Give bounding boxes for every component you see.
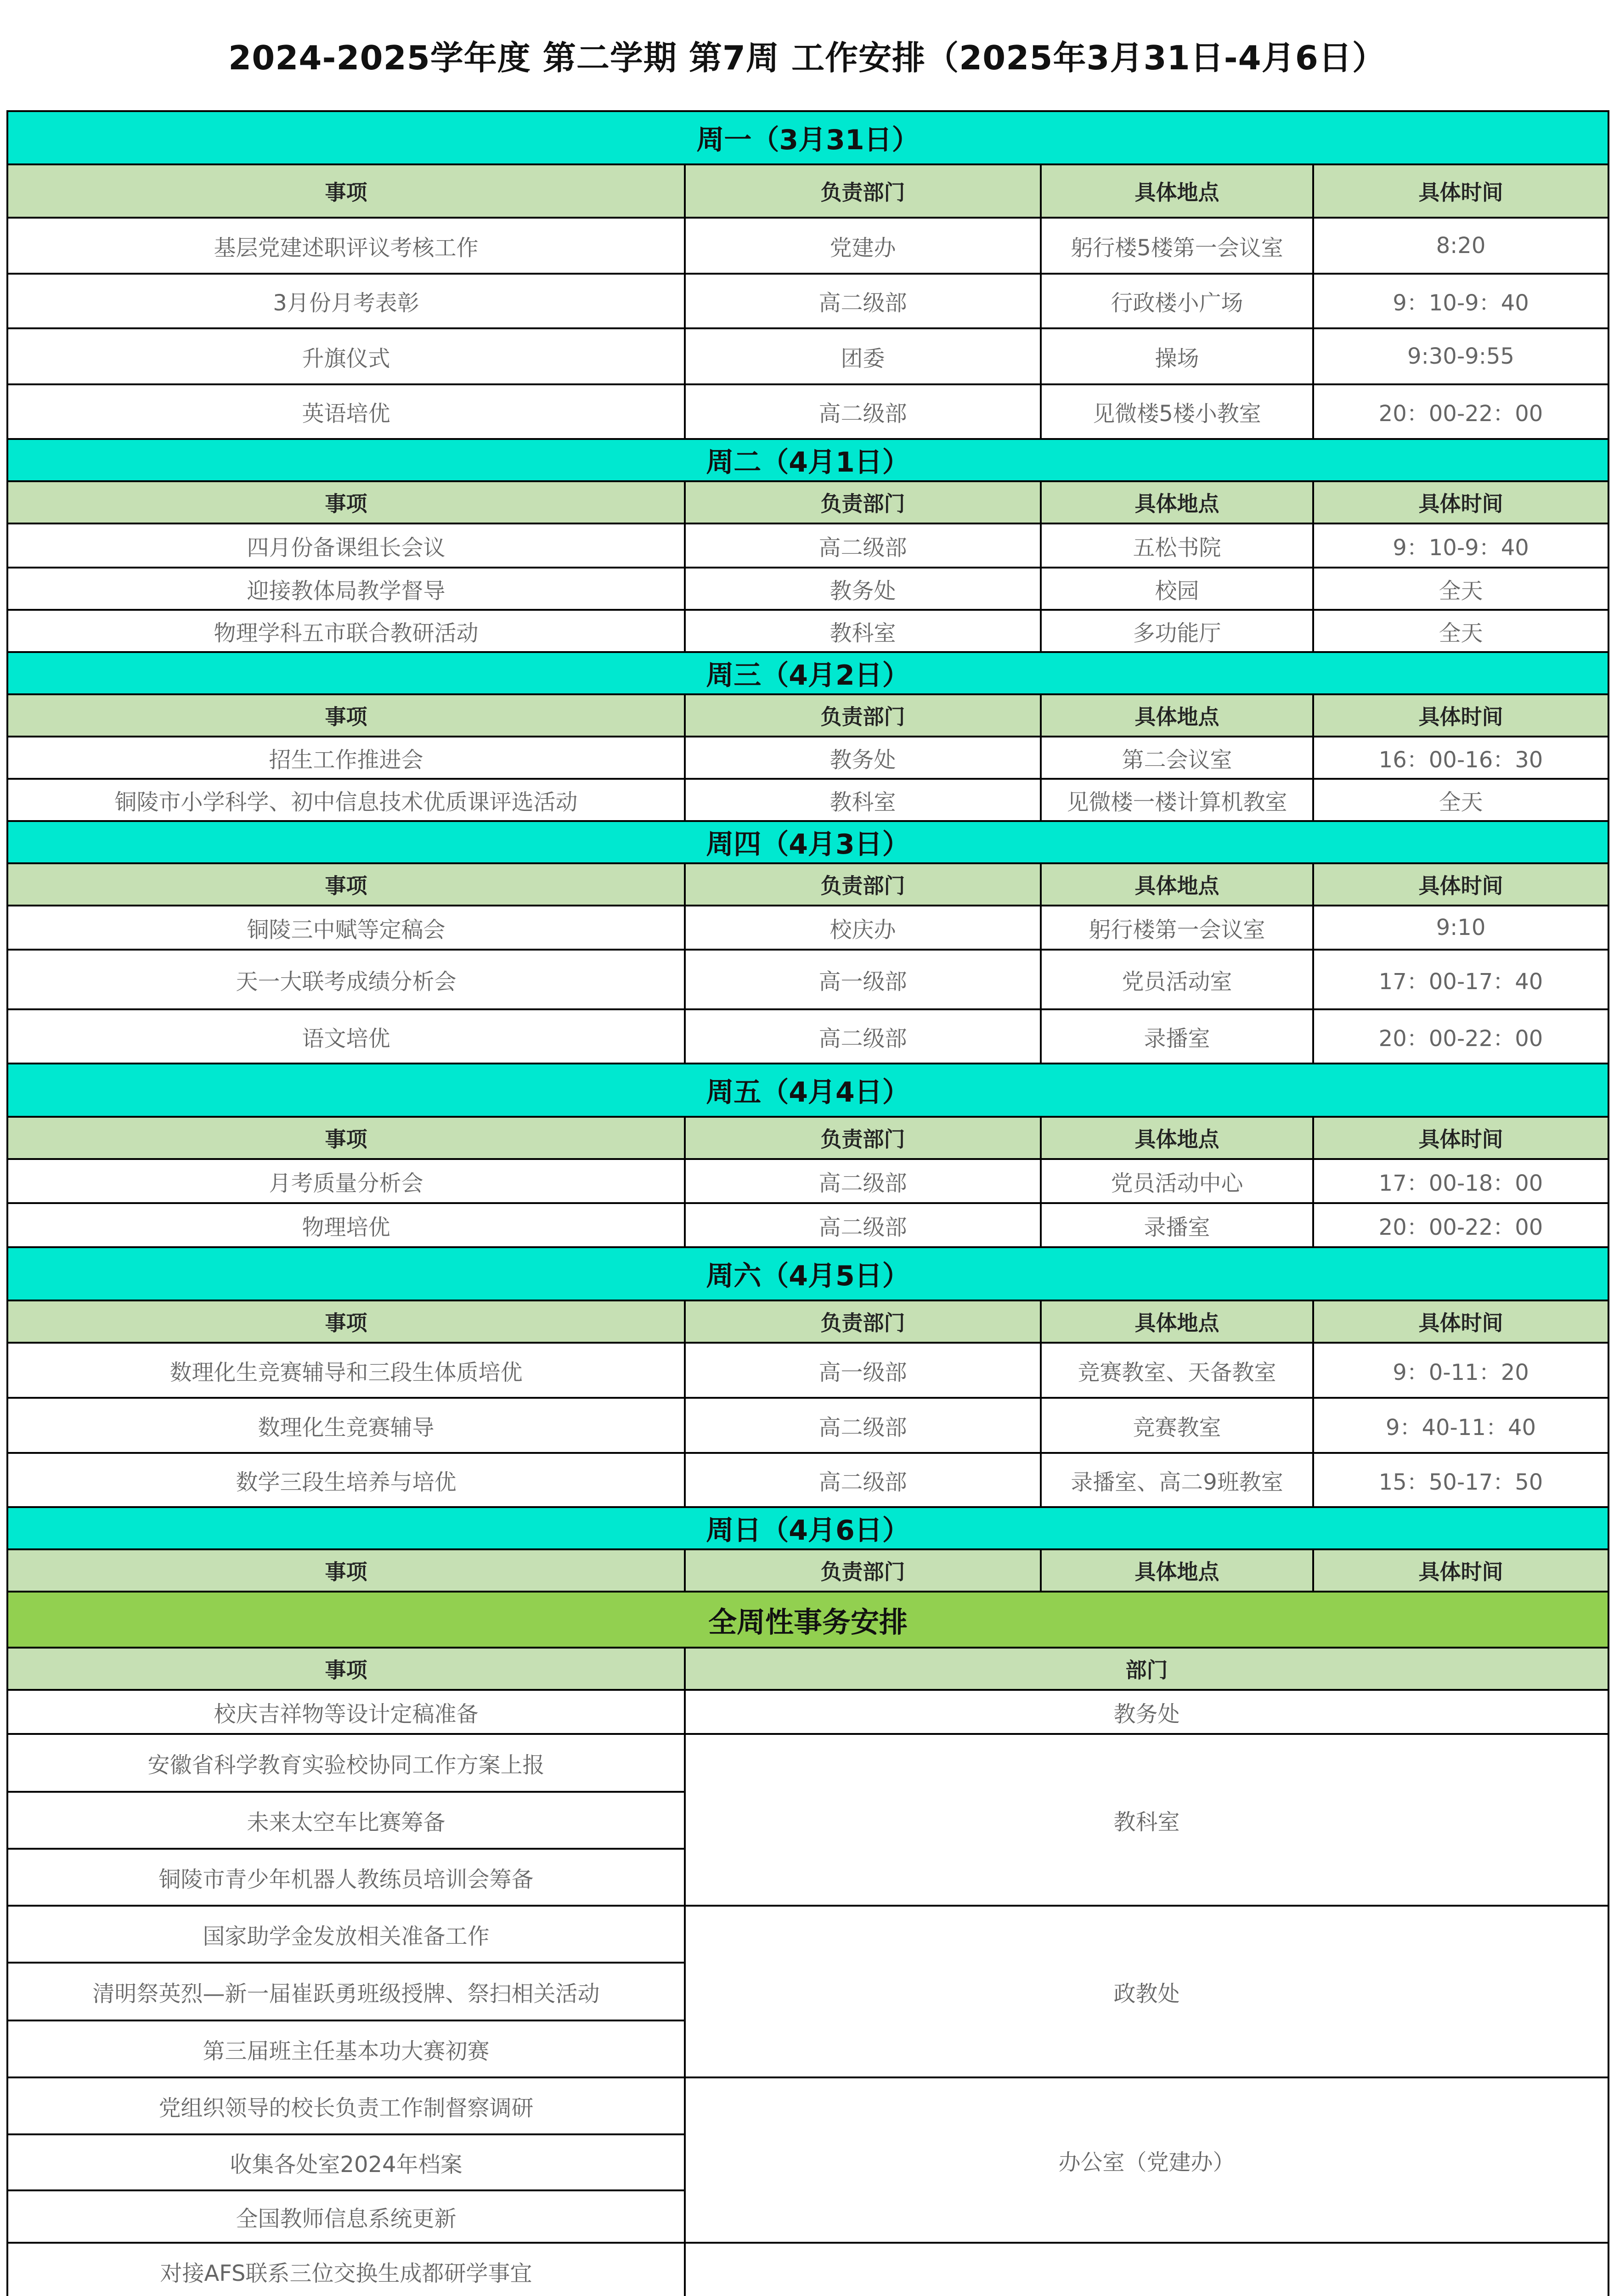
event-place: 竞赛教室 [1041, 1398, 1313, 1453]
weekly-section-row [7, 1592, 1608, 1648]
header-time: 具体时间 [1313, 481, 1608, 523]
weekly-dept: 办公室（党建办） [685, 2077, 1608, 2243]
table-row [7, 1009, 1608, 1064]
event-dept: 教务处 [685, 568, 1041, 610]
event-time: 9：40-11：40 [1313, 1398, 1608, 1453]
weekly-header-dept: 部门 [685, 1648, 1608, 1690]
event-dept: 高一级部 [685, 950, 1041, 1009]
weekly-row [7, 1906, 1608, 1963]
table-row [7, 218, 1608, 274]
header-dept: 负责部门 [685, 1549, 1041, 1592]
day-header-row [7, 1064, 1608, 1117]
page-title: 2024-2025学年度 第二学期 第7周 工作安排（2025年3月31日-4月6日） [228, 39, 1386, 77]
header-place: 具体地点 [1041, 164, 1313, 218]
column-header-row [7, 164, 1608, 218]
header-item: 事项 [7, 1117, 685, 1159]
event-dept: 高二级部 [685, 1203, 1041, 1247]
event-item: 四月份备课组长会议 [7, 523, 685, 568]
event-place: 行政楼小广场 [1041, 274, 1313, 328]
event-time: 全天 [1313, 779, 1608, 821]
column-header-row [7, 1300, 1608, 1343]
table-row [7, 384, 1608, 439]
weekly-item: 全国教师信息系统更新 [7, 2190, 685, 2243]
event-place: 五松书院 [1041, 523, 1313, 568]
header-dept: 负责部门 [685, 164, 1041, 218]
event-dept: 教务处 [685, 737, 1041, 779]
header-time: 具体时间 [1313, 1300, 1608, 1343]
event-item: 升旗仪式 [7, 328, 685, 384]
day-header-row [7, 821, 1608, 863]
event-place: 操场 [1041, 328, 1313, 384]
weekly-item: 清明祭英烈—新一届崔跃勇班级授牌、祭扫相关活动 [7, 1963, 685, 2020]
event-place: 躬行楼第一会议室 [1041, 906, 1313, 950]
header-item: 事项 [7, 164, 685, 218]
table-row [7, 1343, 1608, 1398]
header-place: 具体地点 [1041, 1300, 1313, 1343]
day-label: 周三（4月2日） [7, 652, 1608, 694]
table-row [7, 906, 1608, 950]
event-dept: 高一级部 [685, 1343, 1041, 1398]
event-item: 月考质量分析会 [7, 1159, 685, 1203]
header-place: 具体地点 [1041, 481, 1313, 523]
event-item: 天一大联考成绩分析会 [7, 950, 685, 1009]
header-place: 具体地点 [1041, 863, 1313, 906]
table-row [7, 779, 1608, 821]
header-time: 具体时间 [1313, 164, 1608, 218]
weekly-dept: 教科室 [685, 1734, 1608, 1906]
event-place: 见微楼5楼小教室 [1041, 384, 1313, 439]
day-label: 周四（4月3日） [7, 821, 1608, 863]
schedule-body [7, 111, 1608, 2296]
day-header-row [7, 439, 1608, 481]
table-row [7, 610, 1608, 652]
table-row [7, 568, 1608, 610]
day-label: 周五（4月4日） [7, 1064, 1608, 1117]
table-row [7, 1453, 1608, 1507]
header-item: 事项 [7, 1300, 685, 1343]
weekly-dept: 教务处 [685, 1690, 1608, 1734]
weekly-item: 收集各处室2024年档案 [7, 2134, 685, 2190]
header-time: 具体时间 [1313, 1549, 1608, 1592]
event-item: 3月份月考表彰 [7, 274, 685, 328]
day-header-row [7, 1507, 1608, 1549]
weekly-item: 校庆吉祥物等设计定稿准备 [7, 1690, 685, 1734]
weekly-header-row [7, 1648, 1608, 1690]
table-row [7, 1398, 1608, 1453]
table-row [7, 274, 1608, 328]
header-dept: 负责部门 [685, 1300, 1041, 1343]
event-time: 全天 [1313, 568, 1608, 610]
event-place: 党员活动室 [1041, 950, 1313, 1009]
header-item: 事项 [7, 694, 685, 737]
header-item: 事项 [7, 1549, 685, 1592]
event-item: 铜陵三中赋等定稿会 [7, 906, 685, 950]
event-place: 录播室 [1041, 1203, 1313, 1247]
header-dept: 负责部门 [685, 1117, 1041, 1159]
weekly-item: 铜陵市青少年机器人教练员培训会筹备 [7, 1849, 685, 1906]
event-place: 录播室 [1041, 1009, 1313, 1064]
weekly-item: 对接AFS联系三位交换生成都研学事宜 [7, 2243, 685, 2296]
event-item: 迎接教体局教学督导 [7, 568, 685, 610]
header-dept: 负责部门 [685, 863, 1041, 906]
header-place: 具体地点 [1041, 1117, 1313, 1159]
event-dept: 高二级部 [685, 523, 1041, 568]
event-dept: 高二级部 [685, 1009, 1041, 1064]
column-header-row [7, 694, 1608, 737]
column-header-row [7, 863, 1608, 906]
event-time: 9：10-9：40 [1313, 523, 1608, 568]
event-item: 物理培优 [7, 1203, 685, 1247]
event-place: 竞赛教室、天备教室 [1041, 1343, 1313, 1398]
weekly-row [7, 1690, 1608, 1734]
day-label: 周六（4月5日） [7, 1247, 1608, 1300]
event-time: 9:10 [1313, 906, 1608, 950]
event-item: 语文培优 [7, 1009, 685, 1064]
table-row [7, 737, 1608, 779]
event-item: 数学三段生培养与培优 [7, 1453, 685, 1507]
table-row [7, 523, 1608, 568]
event-dept: 校庆办 [685, 906, 1041, 950]
header-time: 具体时间 [1313, 1117, 1608, 1159]
day-header-row [7, 1247, 1608, 1300]
event-time: 8:20 [1313, 218, 1608, 274]
weekly-header-item: 事项 [7, 1648, 685, 1690]
table-row [7, 1159, 1608, 1203]
weekly-item: 安徽省科学教育实验校协同工作方案上报 [7, 1734, 685, 1792]
event-place: 录播室、高二9班教室 [1041, 1453, 1313, 1507]
event-time: 9:30-9:55 [1313, 328, 1608, 384]
event-time: 20：00-22：00 [1313, 384, 1608, 439]
event-dept: 高二级部 [685, 1453, 1041, 1507]
event-dept: 高二级部 [685, 384, 1041, 439]
event-dept: 团委 [685, 328, 1041, 384]
event-item: 铜陵市小学科学、初中信息技术优质课评选活动 [7, 779, 685, 821]
event-dept: 党建办 [685, 218, 1041, 274]
event-dept: 高二级部 [685, 1398, 1041, 1453]
weekly-item: 未来太空车比赛筹备 [7, 1792, 685, 1849]
event-time: 全天 [1313, 610, 1608, 652]
column-header-row [7, 1117, 1608, 1159]
table-row [7, 950, 1608, 1009]
table-row [7, 328, 1608, 384]
event-place: 党员活动中心 [1041, 1159, 1313, 1203]
event-time: 20：00-22：00 [1313, 1009, 1608, 1064]
header-item: 事项 [7, 863, 685, 906]
day-header-row [7, 111, 1608, 164]
weekly-row [7, 1734, 1608, 1792]
schedule-table [6, 110, 1609, 2296]
event-time: 9：10-9：40 [1313, 274, 1608, 328]
day-label: 周日（4月6日） [7, 1507, 1608, 1549]
event-item: 数理化生竞赛辅导和三段生体质培优 [7, 1343, 685, 1398]
event-place: 第二会议室 [1041, 737, 1313, 779]
event-item: 基层党建述职评议考核工作 [7, 218, 685, 274]
event-dept: 教科室 [685, 610, 1041, 652]
day-label: 周一（3月31日） [7, 111, 1608, 164]
event-dept: 高二级部 [685, 274, 1041, 328]
header-dept: 负责部门 [685, 481, 1041, 523]
day-label: 周二（4月1日） [7, 439, 1608, 481]
table-row [7, 1203, 1608, 1247]
column-header-row [7, 1549, 1608, 1592]
event-item: 数理化生竞赛辅导 [7, 1398, 685, 1453]
event-time: 17：00-18：00 [1313, 1159, 1608, 1203]
weekly-dept [685, 2243, 1608, 2296]
event-place: 多功能厅 [1041, 610, 1313, 652]
weekly-section-title: 全周性事务安排 [7, 1592, 1608, 1648]
weekly-item: 党组织领导的校长负责工作制督察调研 [7, 2077, 685, 2134]
event-item: 招生工作推进会 [7, 737, 685, 779]
weekly-row [7, 2243, 1608, 2296]
day-header-row [7, 652, 1608, 694]
event-time: 9：0-11：20 [1313, 1343, 1608, 1398]
event-item: 物理学科五市联合教研活动 [7, 610, 685, 652]
header-place: 具体地点 [1041, 1549, 1313, 1592]
column-header-row [7, 481, 1608, 523]
event-place: 躬行楼5楼第一会议室 [1041, 218, 1313, 274]
event-dept: 高二级部 [685, 1159, 1041, 1203]
weekly-item: 第三届班主任基本功大赛初赛 [7, 2020, 685, 2077]
header-time: 具体时间 [1313, 694, 1608, 737]
header-place: 具体地点 [1041, 694, 1313, 737]
header-item: 事项 [7, 481, 685, 523]
event-item: 英语培优 [7, 384, 685, 439]
event-dept: 教科室 [685, 779, 1041, 821]
event-place: 校园 [1041, 568, 1313, 610]
event-time: 17：00-17：40 [1313, 950, 1608, 1009]
event-time: 16：00-16：30 [1313, 737, 1608, 779]
event-time: 20：00-22：00 [1313, 1203, 1608, 1247]
event-time: 15：50-17：50 [1313, 1453, 1608, 1507]
weekly-row [7, 2077, 1608, 2134]
header-dept: 负责部门 [685, 694, 1041, 737]
weekly-item: 国家助学金发放相关准备工作 [7, 1906, 685, 1963]
header-time: 具体时间 [1313, 863, 1608, 906]
weekly-dept: 政教处 [685, 1906, 1608, 2077]
event-place: 见微楼一楼计算机教室 [1041, 779, 1313, 821]
